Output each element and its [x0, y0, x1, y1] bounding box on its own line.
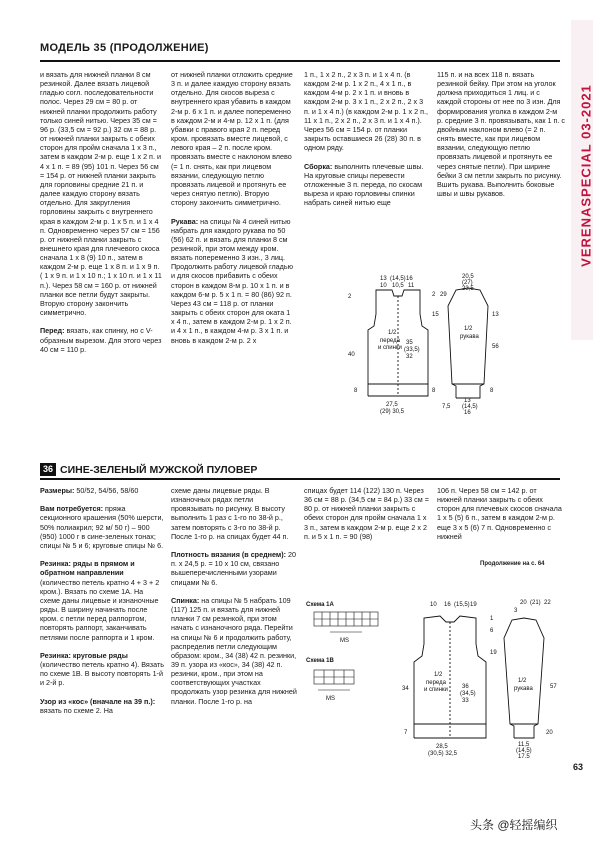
- sidebar-strip: [571, 20, 593, 340]
- d35-l8: 8: [354, 388, 358, 394]
- d35-r2: 2: [432, 292, 436, 298]
- back-continued-text: спицах будет 114 (122) 130 п. Через 36 см = 88 р. (34,5 см = 84 р.) 33 см = 80 р. от нижней планки закрыть с обеих сторон для пройм сначала 1 х 3 п., затем в каждом 2-м р. еще 2 х 2 п. и 5 х 1 п. = 90 (98): [304, 486, 429, 541]
- rib2-text: (количество петель кратно 4). Вязать по схеме 1В. В высоту повторять 1-й и 2-й р.: [40, 659, 164, 688]
- d35-s5: 56: [492, 344, 499, 350]
- d36-sl57: 57: [550, 684, 557, 690]
- sizes-label: Размеры:: [40, 486, 75, 495]
- density-label: Плотность вязания (в среднем):: [171, 550, 286, 560]
- model35-col1: [40, 70, 162, 354]
- d36-sb2: (14,5): [516, 748, 532, 754]
- page-number: 63: [573, 762, 584, 772]
- d35-neck3: 11: [408, 283, 415, 289]
- d36-sleeve-label1: 1/2: [518, 678, 527, 684]
- d36-body-label2: переда: [426, 680, 446, 686]
- d36-l7: 7: [404, 730, 408, 736]
- d35-m335: (33,5): [404, 347, 420, 353]
- d36-sb1: 11,5: [518, 742, 530, 748]
- cable-continued-text: схеме даны лицевые ряды. В изнаночных рядах петли провязывать по рисунку. В высоту выполнить 1 раз с 1-го по 38-й р., затем повторять с 3-го по 38-й р. После 1-го р. на спицах будет 44 п.: [171, 486, 289, 541]
- model36-number: 36: [40, 463, 56, 476]
- sleeves-label: Рукава:: [171, 216, 199, 226]
- d35-neck2: 10,5: [392, 283, 404, 289]
- materials-text: пряжа секционного крашения (50% шерсти, 50% полиакрил; 92 м/ 50 г) – 900 (950) 1000 г в сине-зеленых тонах; спицы № 5 и 6; круговые спицы № 6.: [40, 504, 164, 550]
- d35-body-label2: переда: [380, 338, 400, 344]
- rib1-text: (количество петель кратно 4 + 3 + 2 кром.). Вязать по схеме 1А. На схеме даны лицевые и изнаночные ряды. В ширину начинать после кром. с петли перед раппортом, повторять раппорт, заканчивать петлями после раппорта и 1 кром.: [40, 577, 160, 642]
- model35-schematic: [340, 266, 510, 416]
- front-label: Перед:: [40, 326, 65, 336]
- d35-w2: (29) 30,5: [380, 409, 405, 415]
- model35-col2: [171, 70, 295, 345]
- model36-col4: [437, 486, 563, 541]
- d36-m345: (34,5): [460, 691, 476, 697]
- model35-assembly-text: выполнить плечевые швы. На круговые спицы перевести отложенные 3 п. переда, по скосам выреза и краю горловины спинки набрать синей нитью еще: [304, 161, 424, 208]
- page-title: МОДЕЛЬ 35 (ПРОДОЛЖЕНИЕ): [40, 42, 209, 54]
- scheme1b-title: Схема 1В: [306, 658, 334, 664]
- watermark: 头条 @轻摇编织: [470, 818, 558, 832]
- d35-body-label1: 1/2: [388, 330, 397, 336]
- d36-s19: 19: [490, 650, 497, 656]
- d36-sleeve-label2: рукава: [514, 686, 533, 692]
- d35-s2: (27): [462, 280, 473, 286]
- d36-n2: (21): [530, 600, 541, 606]
- cable-text: вязать по схеме 2. На: [40, 705, 113, 715]
- model35-sleeves-text: на спицы № 4 синей нитью набрать для каждого рукава по 50 (56) 62 п. и вязать для планки 8 см резинкой, при этом между кром. вязать попеременно 3 изн., 3 лиц. Продолжить работу лицевой гладью и для скосов прибавить с обеих сторон в каждом 8-м р. 10 х 1 п. и в каждом 6-м р. 5 х 1 п. = 80 (86) 92 п. Через 43 см = 118 р. от планки закрыть с обеих сторон для оката 1 х 4 п., затем в каждом 2-м р. 1 х 2 п. и 4 х 1 п., в каждом 4-м р. 3 х 1 п. и вновь в каждом 2-м р. 2 х: [171, 216, 293, 345]
- d35-m32: 32: [406, 354, 413, 360]
- d36-sl20: 20: [546, 730, 553, 736]
- d35-b3: (14,5): [462, 404, 478, 410]
- d35-body-label3: и спинки: [378, 345, 402, 351]
- model35-front-text: вязать, как спинку, но с V-образным вырезом. Для этого через 40 см = 110 р.: [40, 326, 162, 354]
- model36-title: СИНЕ-ЗЕЛЕНЫЙ МУЖСКОЙ ПУЛОВЕР: [60, 464, 258, 476]
- section-header: [40, 40, 560, 62]
- d35-b1: 7,5: [442, 404, 451, 410]
- d36-s1: 1: [490, 616, 494, 622]
- d35-r8: 8: [432, 388, 436, 394]
- d36-w1: 28,5: [436, 744, 448, 750]
- d35-sleeve-label1: 1/2: [464, 326, 473, 332]
- d36-n3: 22: [544, 600, 551, 606]
- d35-s7: 8: [490, 388, 494, 394]
- d35-b4: 16: [464, 410, 471, 416]
- continued-note: Продолжение на с. 64: [480, 561, 545, 567]
- d36-sl3: 3: [514, 608, 518, 614]
- back-text: на спицы № 5 набрать 109 (117) 125 п. и вязать для нижней планки 7 см резинкой, при этом начать с изнаночного ряда. Перейти на спицы № 6 и продолжить работу, распределив петли следующим образом: кром., 34 (38) 42 п. резинки, 39 п. узора из «кос», 34 (38) 42 п. резинки, кром., при этом на соответствующих участках продолжать узор резинка для нижней планки. После 1-го р. на: [171, 595, 297, 706]
- model36-col2: [171, 486, 297, 706]
- d35-sleeve-label2: рукава: [460, 334, 479, 340]
- d35-neck1: 10: [380, 283, 387, 289]
- d35-s6: 13: [492, 312, 499, 318]
- cable-label: Узор из «кос» (вначале на 39 п.):: [40, 696, 156, 706]
- shoulder-text: 106 п. Через 58 см = 142 р. от нижней планки закрыть с обеих сторон для плечевых скосов сначала 1 х 5 (5) 6 п., затем в каждом 2-м р. еще 3 х 5 (6) 7 п. Одновременно с нижней: [437, 486, 562, 541]
- d35-top1: 13: [380, 276, 387, 282]
- d35-s4: 29: [440, 292, 447, 298]
- sizes-value: 50/52, 54/56, 58/60: [76, 486, 139, 495]
- model35-col4: [437, 70, 565, 198]
- d36-top3: (15,5): [454, 602, 470, 608]
- d35-l40: 40: [348, 352, 355, 358]
- model35-back-text: и вязать для нижней планки 8 см резинкой. Далее вязать лицевой гладью согл. последовательности полос. Через 29 см = 80 р. от нижней планки продолжить работу только синей нитью. Через 35 см = 96 р. (33,5 см = 92 р.) 32 см = 88 р. от нижней планки закрыть с обеих сторон для пройм сначала 1 х 3 п., затем в каждом 2-м р. еще 1 х 2 п. и 4 х 1 п. = 89 (95) 101 п. Через 56 см = 154 р. от нижней планки закрыть для горловины средние 21 п. и далее каждую сторону вязать отдельно. Для закругления горловины закрыть с внутреннего края в каждом 2-м р. 1 х 5 п. и 1 х 4 п. Одновременно через 57 см = 156 р. от нижней планки закрыть с внешнего края для плечевого скоса сначала 1 х 8 (9) 10 п., затем в каждом 2-м р. еще 1 х 8 п. и 1 х 9 п. ( 1 х 9 п. и 1 х 10 п.; 1 х 10 п. и 1 х 11 п.). Через 58 см = 160 р. от нижней планки все петли будут закрыты. Вторую сторону закончить симметрично.: [40, 70, 162, 318]
- rib1-label: Резинка: ряды в прямом и обратном направлении: [40, 559, 135, 578]
- stitch-schemes: [304, 598, 404, 708]
- scheme1b-ms: MS: [326, 696, 335, 702]
- d36-l34: 34: [402, 686, 409, 692]
- model36-schematic: [400, 598, 566, 758]
- d36-body-label3: и спинки: [424, 687, 448, 693]
- d36-top4: 19: [470, 602, 477, 608]
- d35-r15: 15: [432, 312, 439, 318]
- density-text: 20 п. x 24,5 р. = 10 x 10 см, связано вышеперечисленными узорами спицами № 6.: [171, 550, 296, 587]
- d35-m35: 35: [406, 340, 413, 346]
- d36-m33: 33: [462, 698, 469, 704]
- magazine-name: VERENASPECIAL 03-2021: [578, 84, 594, 267]
- d36-n1: 20: [520, 600, 527, 606]
- rib2-label: Резинка: круговые ряды: [40, 650, 128, 660]
- d36-sb3: 17,5: [518, 754, 530, 758]
- model36-col3: [304, 486, 430, 541]
- d36-w2: (30,5) 32,5: [428, 751, 458, 757]
- model35-band-text: 115 п. и на всех 118 п. вязать резинкой бейку. При этом на уголок должна приходиться 1 лиц. и с каждой стороны от нее по 3 изн. Для формирования уголка в каждом 2-м р. средние 3 п. провязывать, как 1 п. с двойным наклоном влево (= 2 п. снять вместе, как при лицевом вязании, следующую петлю провязать лицевой и протянуть ее через снятые петли). При ширине бейки 3 см петли закрыть по рисунку. Вшить рукава. Выполнить боковые швы и швы рукавов.: [437, 70, 565, 199]
- d35-s1: 20,5: [462, 274, 474, 280]
- back-label: Спинка:: [171, 595, 200, 605]
- d36-top1: 10: [430, 602, 437, 608]
- d35-w1: 27,5: [386, 402, 398, 408]
- assembly-label: Сборка:: [304, 161, 333, 171]
- materials-label: Вам потребуется:: [40, 504, 104, 514]
- d35-b2: 13: [464, 398, 471, 404]
- d35-s3: 23,5: [462, 286, 474, 292]
- d36-m36: 36: [462, 684, 469, 690]
- model35-neck-text: от нижней планки отложить средние 3 п. и далее каждую сторону вязать отдельно. Для скосов выреза с внутреннего края убавить в каждом 2-м р. 6 х 1 п. и далее попеременно в каждом 2-м и 4-м р. 12 х 1 п. (для убавки с правого края 2 п. перед кром. провязать вместе лицевой, с левого края – 2 п. после кром. провязать вместе с наклоном влево (= 1 п. снять, как при лицевом вязании, следующую петлю провязать лицевой и протянуть ее через снятую петлю). Вторую сторону закончить симметрично.: [171, 70, 293, 208]
- model35-col3: [304, 70, 428, 207]
- model36-col1: [40, 486, 164, 715]
- d35-top2: (14,5): [390, 276, 406, 282]
- d35-l2: 2: [348, 294, 352, 300]
- d35-top3: 16: [406, 276, 413, 282]
- model36-header: [40, 462, 560, 480]
- sleeve-outline: [448, 288, 488, 398]
- d36-s6: 6: [490, 628, 494, 634]
- scheme1a-title: Схема 1А: [306, 602, 334, 608]
- d36-body-label1: 1/2: [434, 672, 443, 678]
- scheme1a-ms: MS: [340, 638, 349, 644]
- model35-sleeve-cap-text: 1 п., 1 х 2 п., 2 х 3 п. и 1 х 4 п. (в каждом 2-м р. 1 х 2 п., 4 х 1 п., в каждом 4-м р. 2 х 1 п. и вновь в каждом 2-м р. 3 х 1 п., 2 х 2 п., 2 х 3 п. и 1 х 4 п.) (в каждом 2-м р. 1 х 2 п., 11 х 1 п., 2 х 2 п., 2 х 3 п. и 1 х 4 п.). Через 56 см = 154 р. от планки закрыть оставшиеся 26 (28) 30 п. в одном ряду.: [304, 70, 428, 153]
- d36-top2: 16: [444, 602, 451, 608]
